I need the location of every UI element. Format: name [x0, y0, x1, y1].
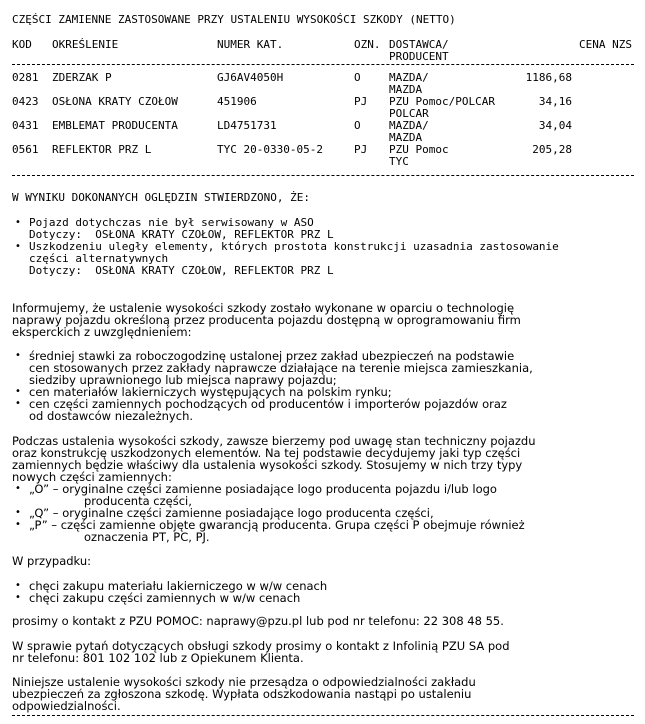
section-heading: CZĘŚCI ZAMIENNE ZASTOSOWANE PRZY USTALENIU WYSOKOŚCI SZKODY (NETTO): [12, 13, 456, 26]
finding-item: części alternatywnych: [29, 252, 169, 265]
findings-intro: W WYNIKU DOKONANYCH OGLĘDZIN STWIERDZONO, ŻE:: [12, 191, 311, 204]
disclaimer-paragraph: ubezpieczeń za zgłoszona szkodę. Wypłata odszkodowania nastąpi po ustaleniu: [12, 687, 472, 701]
parts-paragraph: zamiennych będzie właściwy dla ustalenia wysokości szkody. Stosujemy w nich trzy typy: [12, 458, 523, 472]
cell-ozn: O: [354, 71, 361, 84]
cell-cena: 1186,68: [525, 71, 572, 84]
cell-kod: 0561: [12, 143, 39, 156]
cell-cena: 34,04: [538, 119, 572, 132]
cell-kod: 0281: [12, 71, 39, 84]
cell-dostawca: MAZDA/: [389, 71, 429, 84]
cell-kod: 0431: [12, 119, 39, 132]
parts-paragraph: oraz konstrukcję uszkodzonych elementów. Na tej podstawie decydujemy jaki typ części: [12, 446, 521, 460]
parts-paragraph: Podczas ustalenia wysokości szkody, zawsze bierzemy pod uwagę stan techniczny pojazdu: [12, 434, 536, 448]
cell-kod: 0423: [12, 95, 39, 108]
parts-type-p: oznaczenia PT, PC, PJ.: [84, 530, 210, 544]
infolinia-paragraph: nr telefonu: 801 102 102 lub z Opiekunem Klienta.: [12, 651, 304, 665]
disclaimer-paragraph: odpowiedzialności.: [12, 699, 121, 713]
cell-producent: TYC: [389, 155, 409, 168]
contact-line: prosimy o kontakt z PZU POMOC: naprawy@pzu.pl lub pod nr telefonu: 22 308 48 55.: [12, 614, 504, 628]
cell-okreslenie: EMBLEMAT PRODUCENTA: [52, 119, 178, 132]
col-header-dostawca: DOSTAWCA/: [389, 38, 449, 51]
infolinia-paragraph: W sprawie pytań dotyczących obsługi szkody prosimy o kontakt z Infolinią PZU SA pod: [12, 639, 510, 653]
disclaimer-paragraph: Niniejsze ustalenie wysokości szkody nie przesądza o odpowiedzialności zakładu: [12, 675, 476, 689]
cell-producent: MAZDA: [389, 131, 423, 144]
case-item: chęci zakupu materiału lakierniczego w w/w cenach: [29, 579, 328, 593]
finding-item: Pojazd dotychczas nie był serwisowany w ASO: [29, 216, 314, 229]
info-bullet: cen części zamiennych pochodzących od producentów i importerów pojazdów oraz: [29, 397, 507, 411]
bullet-icon: •: [15, 241, 21, 252]
parts-type-p: „P” – części zamienne objęte gwarancją producenta. Grupa części P obejmuje również: [29, 518, 525, 532]
case-item: chęci zakupu części zamiennych w w/w cenach: [29, 591, 301, 605]
col-header-producent: PRODUCENT: [389, 50, 449, 63]
cell-producent: MAZDA: [389, 83, 423, 96]
cell-producent: POLCAR: [389, 107, 429, 120]
cases-intro: W przypadku:: [12, 554, 92, 568]
bullet-icon: •: [15, 580, 21, 591]
info-bullet: cen stosowanych przez zakłady naprawcze działające na terenie miejsca zamieszkania,: [29, 361, 533, 375]
cell-ozn: PJ: [354, 95, 368, 108]
divider: [12, 175, 634, 176]
bullet-icon: •: [15, 592, 21, 603]
divider: [12, 64, 634, 65]
info-bullet: siedziby uprawnionego lub miejsca naprawy pojazdu;: [29, 373, 337, 387]
cell-cena: 34,16: [538, 95, 572, 108]
bullet-icon: •: [15, 507, 21, 518]
info-paragraph: eksperckich z uwzględnieniem:: [12, 325, 192, 339]
cell-ozn: O: [354, 119, 361, 132]
parts-paragraph: nowych części zamiennych:: [12, 470, 172, 484]
col-header-okreslenie: OKREŚLENIE: [52, 38, 119, 51]
bullet-icon: •: [15, 386, 21, 397]
finding-detail: Dotyczy: OSŁONA KRATY CZOŁOW, REFLEKTOR PRZ L: [29, 228, 334, 241]
info-bullet: średniej stawki za roboczogodzinę ustalonej przez zakład ubezpieczeń na podstawie: [29, 349, 515, 363]
bullet-icon: •: [15, 519, 21, 530]
col-header-kod: KOD: [12, 38, 32, 51]
cell-numer: TYC 20-0330-05-2: [217, 143, 323, 156]
cell-ozn: PJ: [354, 143, 368, 156]
cell-dostawca: MAZDA/: [389, 119, 429, 132]
cell-numer: LD4751731: [217, 119, 277, 132]
bullet-icon: •: [15, 350, 21, 361]
info-paragraph: naprawy pojazdu określoną przez producenta pojazdu dostępną w oprogramowaniu firm: [12, 313, 521, 327]
info-bullet: cen materiałów lakierniczych występujących na polskim rynku;: [29, 385, 392, 399]
cell-okreslenie: REFLEKTOR PRZ L: [52, 143, 152, 156]
cell-okreslenie: ZDERZAK P: [52, 71, 112, 84]
col-header-ozn: OZN.: [354, 38, 381, 51]
cell-numer: 451906: [217, 95, 257, 108]
cell-numer: GJ6AV4050H: [217, 71, 284, 84]
parts-type-q: „Q” – oryginalne części zamienne posiadające logo producenta części,: [29, 506, 434, 520]
parts-type-o: „O” – oryginalne części zamienne posiadające logo producenta pojazdu i/lub logo: [29, 482, 497, 496]
col-header-numer: NUMER KAT.: [217, 38, 284, 51]
bullet-icon: •: [15, 217, 21, 228]
cell-dostawca: PZU Pomoc/POLCAR: [389, 95, 495, 108]
cell-okreslenie: OSŁONA KRATY CZOŁOW: [52, 95, 178, 108]
info-bullet: od dostawców niezależnych.: [29, 409, 194, 423]
parts-type-o: producenta części,: [84, 494, 192, 508]
col-header-cena: CENA NZS: [579, 38, 632, 51]
finding-detail: Dotyczy: OSŁONA KRATY CZOŁOW, REFLEKTOR PRZ L: [29, 264, 334, 277]
cell-cena: 205,28: [532, 143, 572, 156]
info-paragraph: Informujemy, że ustalenie wysokości szkody zostało wykonane w oparciu o technologię: [12, 301, 515, 315]
cell-dostawca: PZU Pomoc: [389, 143, 449, 156]
bullet-icon: •: [15, 483, 21, 494]
finding-item: Uszkodzeniu uległy elementy, których prostota konstrukcji uzasadnia zastosowanie: [29, 240, 559, 253]
divider: [12, 715, 634, 716]
bullet-icon: •: [15, 398, 21, 409]
